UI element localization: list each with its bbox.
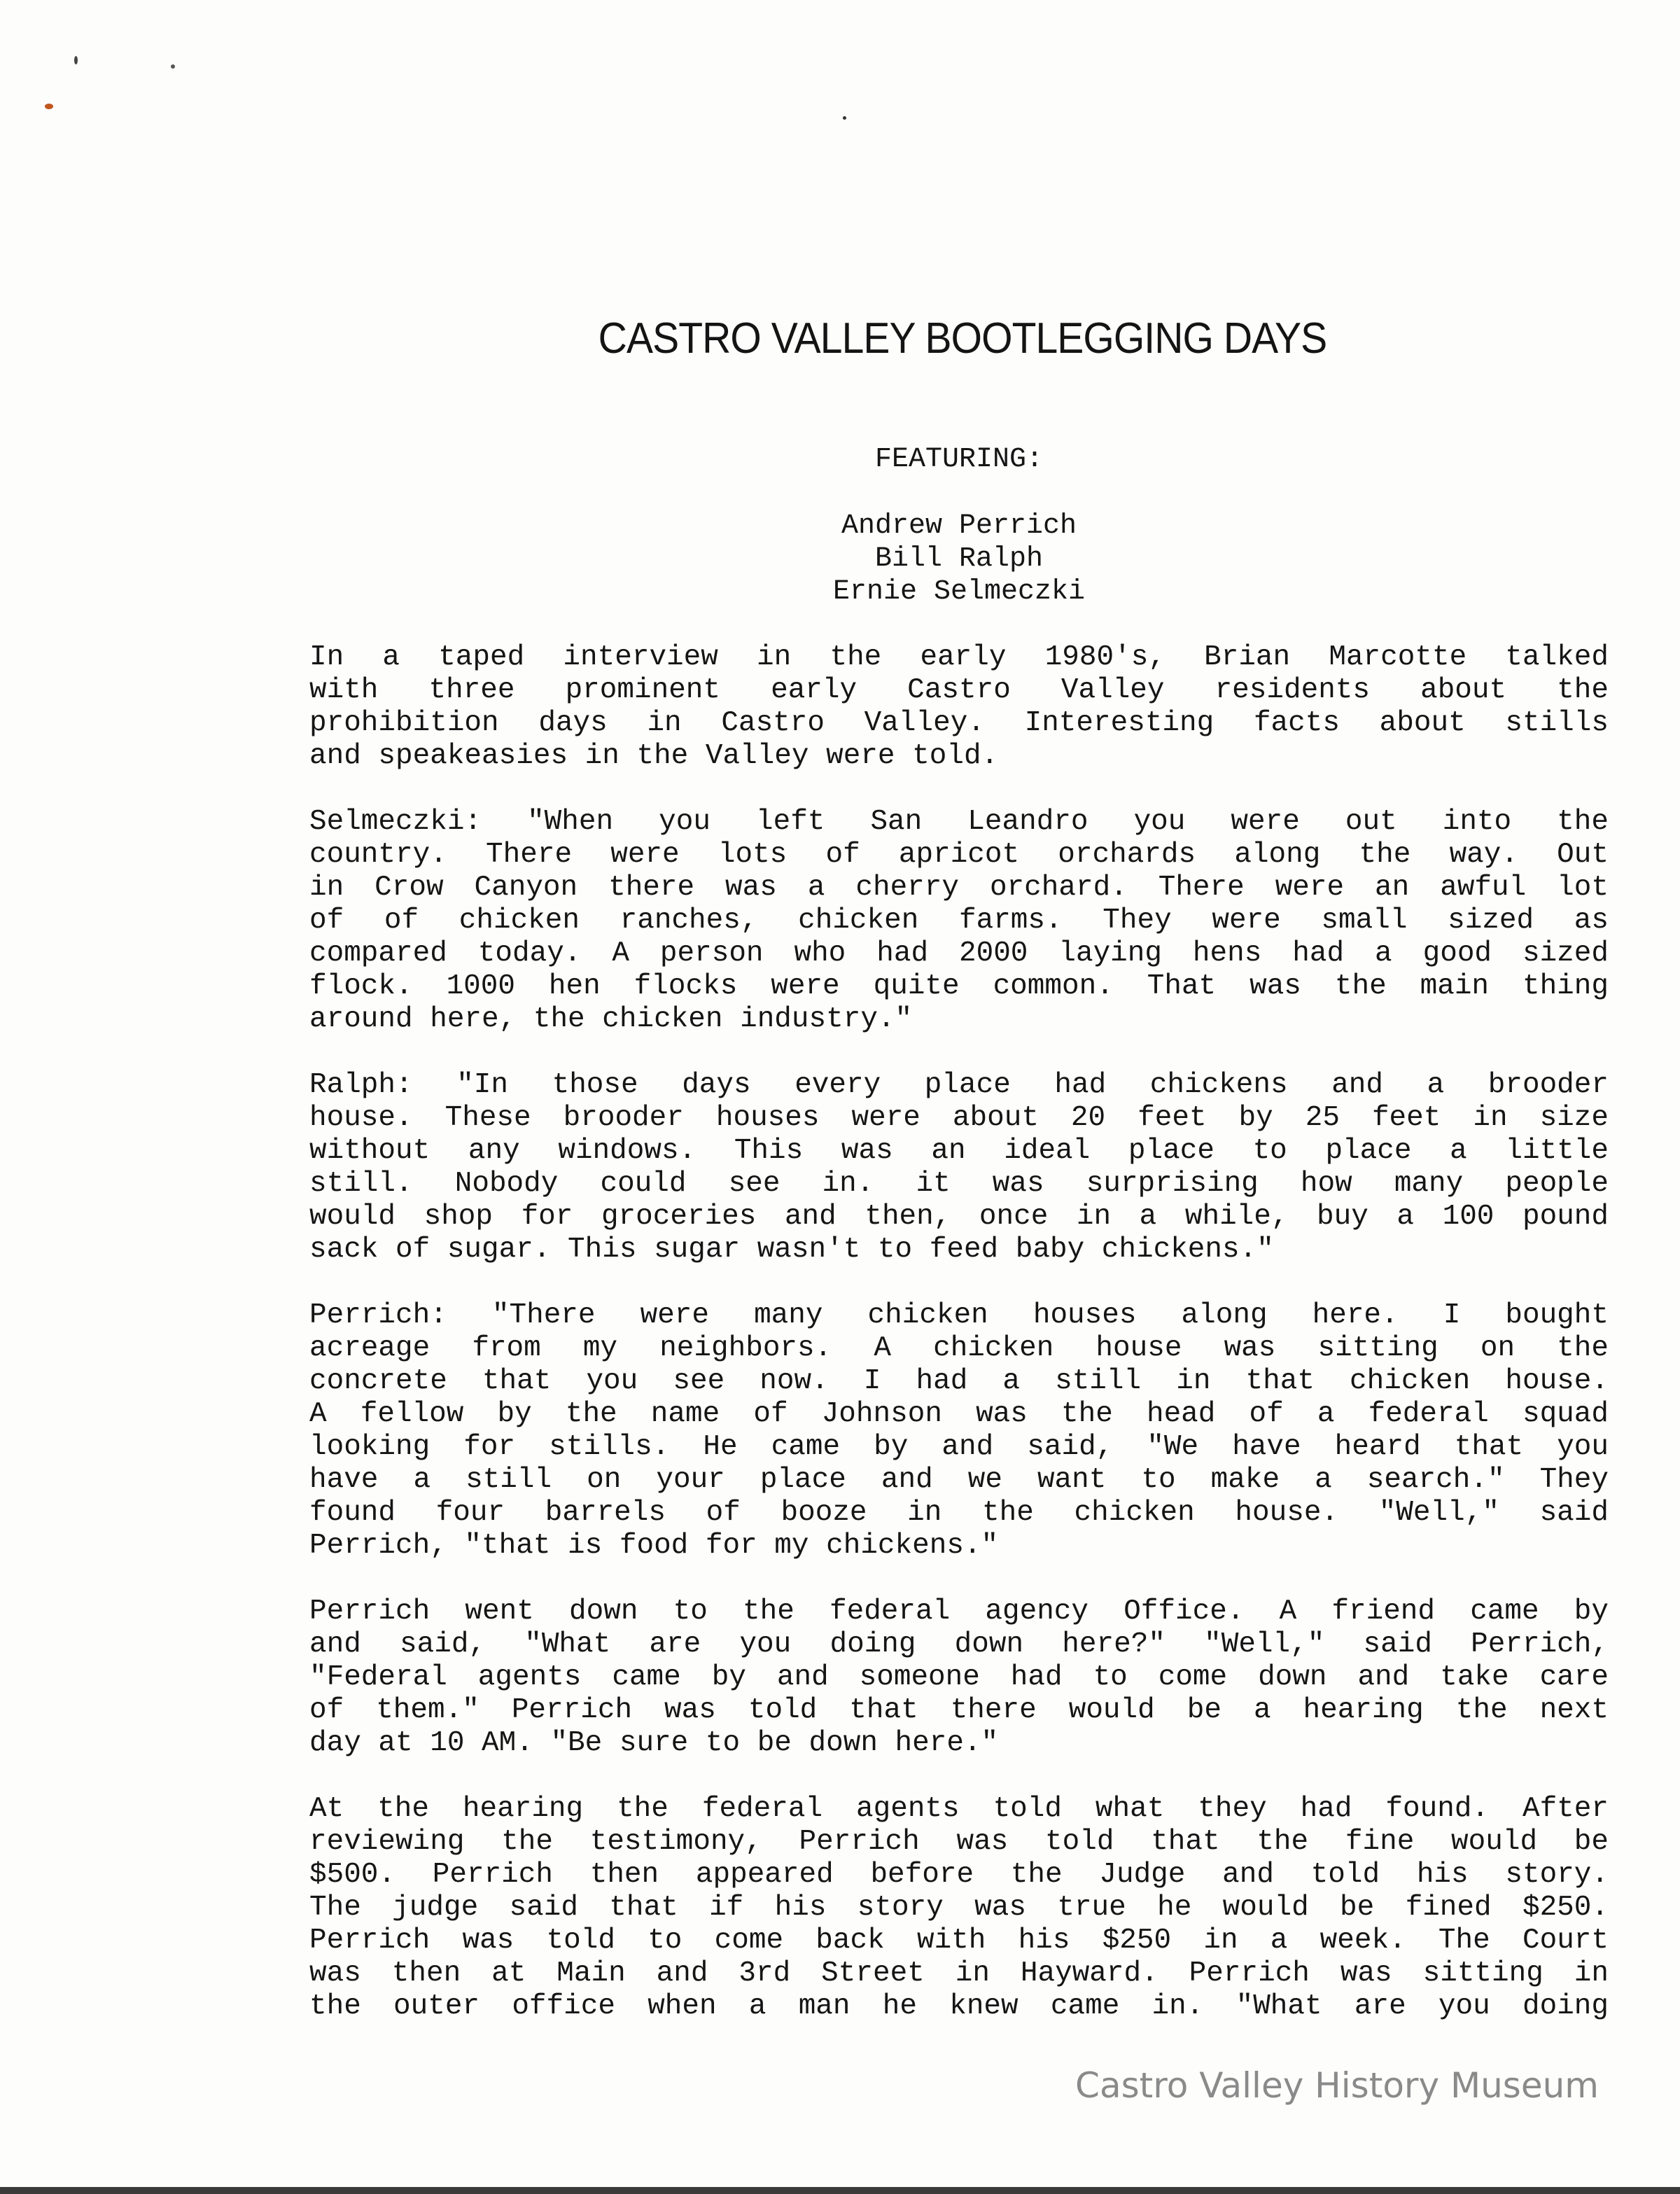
text-line: The judge said that if his story was true he would be fined $250. — [309, 1892, 1609, 1924]
text-line: and said, "What are you doing down here?" "Well," said Perrich, — [309, 1628, 1609, 1661]
scan-speck — [74, 56, 78, 64]
text-line: still. Nobody could see in. it was surprising how many people — [309, 1168, 1609, 1200]
scan-speck — [171, 64, 175, 69]
text-line: found four barrels of booze in the chicken house. "Well," said — [309, 1497, 1609, 1529]
featured-names — [749, 510, 1169, 608]
text-line: Selmeczki: "When you left San Leandro you were out into the — [309, 806, 1609, 838]
text-line: of of chicken ranches, chicken farms. They were small sized as — [309, 904, 1609, 937]
paragraph — [309, 1069, 1609, 1266]
text-line: prohibition days in Castro Valley. Interesting facts about stills — [309, 707, 1609, 739]
text-line: compared today. A person who had 2000 laying hens had a good sized — [309, 937, 1609, 970]
text-line: sack of sugar. This sugar wasn't to feed baby chickens." — [309, 1234, 1274, 1266]
paragraph — [309, 1793, 1609, 2023]
text-line: without any windows. This was an ideal place to place a little — [309, 1135, 1609, 1167]
text-line: At the hearing the federal agents told what they had found. After — [309, 1793, 1609, 1825]
text-line: country. There were lots of apricot orchards along the way. Out — [309, 839, 1609, 871]
text-line: around here, the chicken industry." — [309, 1003, 913, 1035]
text-line: day at 10 AM. "Be sure to be down here." — [309, 1727, 999, 1759]
text-line: Ralph: "In those days every place had chickens and a brooder — [309, 1069, 1609, 1101]
text-line: Perrich: "There were many chicken houses along here. I bought — [309, 1299, 1609, 1332]
featuring-label: FEATURING: — [874, 444, 1044, 475]
text-line: concrete that you see now. I had a still in that chicken house. — [309, 1365, 1609, 1397]
scan-speck — [45, 104, 53, 109]
text-line: $500. Perrich then appeared before the Judge and told his story. — [309, 1859, 1609, 1891]
paragraph — [309, 1595, 1609, 1760]
text-line: with three prominent early Castro Valley residents about the — [309, 674, 1609, 706]
text-line: reviewing the testimony, Perrich was told that the fine would be — [309, 1826, 1609, 1858]
article-body — [309, 641, 1609, 2056]
text-line: Perrich was told to come back with his $250 in a week. The Court — [309, 1924, 1609, 1957]
text-line: would shop for groceries and then, once in a while, buy a 100 pound — [309, 1201, 1609, 1233]
featured-name: Ernie Selmeczki — [832, 576, 1086, 608]
text-line: was then at Main and 3rd Street in Hayward. Perrich was sitting in — [309, 1957, 1609, 1990]
text-line: house. These brooder houses were about 20 feet by 25 feet in size — [309, 1102, 1609, 1134]
text-line: looking for stills. He came by and said, "We have heard that you — [309, 1431, 1609, 1463]
watermark: Castro Valley History Museum — [1075, 2065, 1599, 2106]
text-line: of them." Perrich was told that there would be a hearing the next — [309, 1694, 1609, 1726]
text-line: Perrich, "that is food for my chickens." — [309, 1530, 999, 1562]
text-line: acreage from my neighbors. A chicken house was sitting on the — [309, 1332, 1609, 1364]
paragraph — [309, 641, 1609, 773]
document-title: CASTRO VALLEY BOOTLEGGING DAYS — [598, 314, 1327, 363]
text-line: A fellow by the name of Johnson was the head of a federal squad — [309, 1398, 1609, 1430]
text-line: in Crow Canyon there was a cherry orchard. There were an awful lot — [309, 872, 1609, 904]
featured-name: Bill Ralph — [874, 543, 1044, 575]
paragraph — [309, 806, 1609, 1036]
featured-name: Andrew Perrich — [841, 510, 1077, 542]
scan-edge — [0, 2187, 1680, 2194]
text-line: "Federal agents came by and someone had to come down and take care — [309, 1661, 1609, 1693]
text-line: flock. 1000 hen flocks were quite common. That was the main thing — [309, 970, 1609, 1002]
text-line: In a taped interview in the early 1980's, Brian Marcotte talked — [309, 641, 1609, 673]
text-line: have a still on your place and we want to make a search." They — [309, 1464, 1609, 1496]
text-line: Perrich went down to the federal agency Office. A friend came by — [309, 1595, 1609, 1628]
scan-speck — [843, 116, 846, 120]
paragraph — [309, 1299, 1609, 1563]
text-line: and speakeasies in the Valley were told. — [309, 740, 999, 772]
text-line: the outer office when a man he knew came in. "What are you doing — [309, 1990, 1609, 2022]
